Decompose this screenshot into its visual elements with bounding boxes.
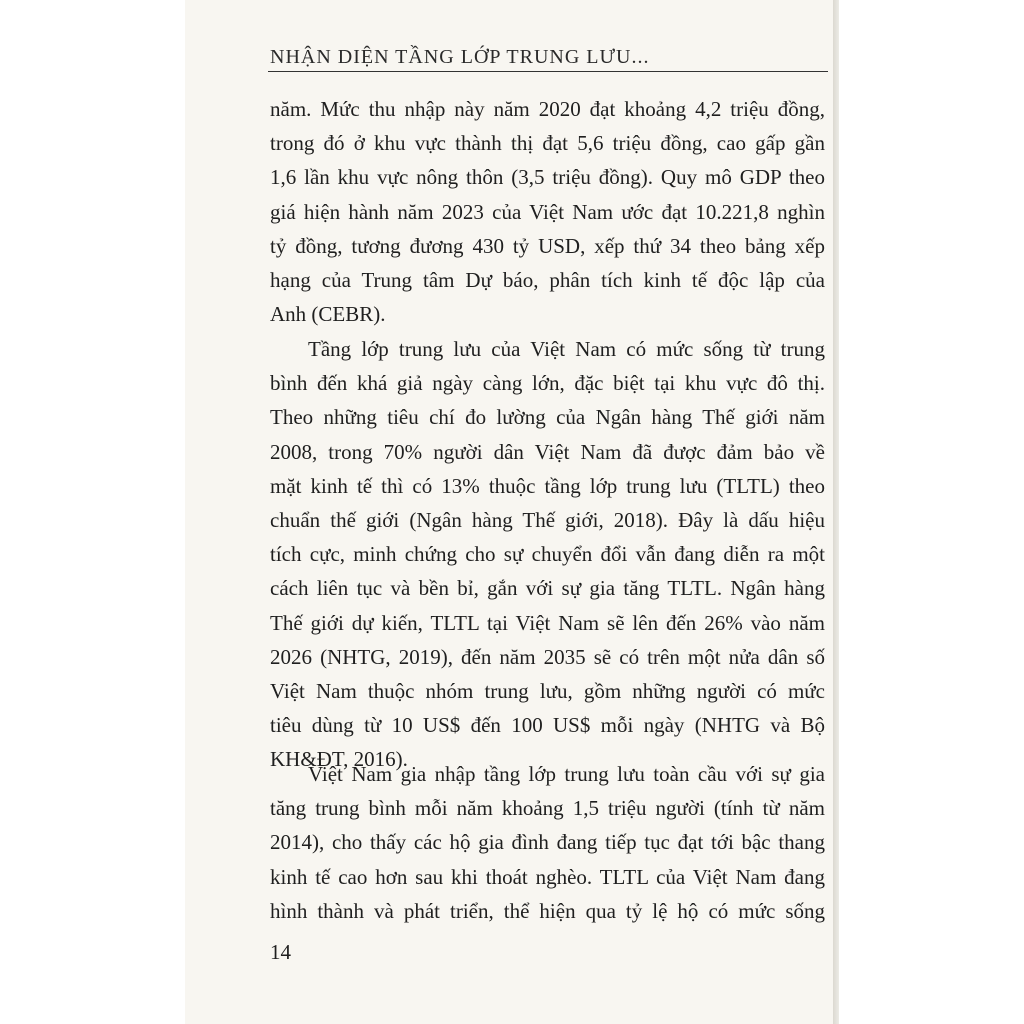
- page-edge-shadow: [833, 0, 839, 1024]
- text-line: năm. Mức thu nhập này năm 2020 đạt khoảng 4,2 triệu đồng,: [270, 97, 825, 121]
- text-line: 2014), cho thấy các hộ gia đình đang tiếp tục đạt tới bậc thang: [270, 830, 825, 855]
- text-line: kinh tế cao hơn sau khi thoát nghèo. TLTL của Việt Nam đang: [270, 864, 825, 889]
- text-line: giá hiện hành năm 2023 của Việt Nam ước đạt 10.221,8 nghìn: [270, 199, 825, 224]
- text-line: hạng của Trung tâm Dự báo, phân tích kinh tế độc lập của: [270, 268, 825, 293]
- text-line: bình đến khá giả ngày càng lớn, đặc biệt tại khu vực đô thị.: [270, 371, 825, 396]
- paragraph-3: [270, 757, 825, 928]
- text-line: tích cực, minh chứng cho sự chuyển đổi vẫn đang diễn ra một: [270, 542, 825, 567]
- text-line: Tầng lớp trung lưu của Việt Nam có mức sống từ trung: [308, 337, 825, 361]
- text-line: Anh (CEBR).: [270, 302, 386, 327]
- text-line: cách liên tục và bền bỉ, gắn với sự gia tăng TLTL. Ngân hàng: [270, 576, 825, 601]
- header-divider: [268, 71, 828, 72]
- text-line: tăng trung bình mỗi năm khoảng 1,5 triệu người (tính từ năm: [270, 796, 825, 821]
- paragraph-1: [270, 92, 825, 331]
- text-line: Việt Nam thuộc nhóm trung lưu, gồm những người có mức: [270, 679, 825, 704]
- text-line: tỷ đồng, tương đương 430 tỷ USD, xếp thứ 34 theo bảng xếp: [270, 233, 825, 258]
- text-line: Theo những tiêu chí đo lường của Ngân hàng Thế giới năm: [270, 405, 825, 430]
- text-line: trong đó ở khu vực thành thị đạt 5,6 triệu đồng, cao gấp gần: [270, 131, 825, 156]
- text-line: mặt kinh tế thì có 13% thuộc tầng lớp trung lưu (TLTL) theo: [270, 473, 825, 498]
- text-line: chuẩn thế giới (Ngân hàng Thế giới, 2018). Đây là dấu hiệu: [270, 508, 825, 533]
- text-line: 1,6 lần khu vực nông thôn (3,5 triệu đồng). Quy mô GDP theo: [270, 165, 825, 190]
- text-line: 2026 (NHTG, 2019), đến năm 2035 sẽ có trên một nửa dân số: [270, 644, 825, 669]
- text-line: hình thành và phát triển, thể hiện qua tỷ lệ hộ có mức sống: [270, 898, 825, 923]
- text-line: Thế giới dự kiến, TLTL tại Việt Nam sẽ lên đến 26% vào năm: [270, 610, 825, 635]
- text-line: Việt Nam gia nhập tầng lớp trung lưu toàn cầu với sự gia: [308, 762, 825, 786]
- text-line: tiêu dùng từ 10 US$ đến 100 US$ mỗi ngày (NHTG và Bộ: [270, 713, 825, 738]
- running-header: NHẬN DIỆN TẦNG LỚP TRUNG LƯU...: [270, 46, 650, 68]
- text-line: KH&ĐT, 2016).: [270, 747, 408, 772]
- text-line: 2008, trong 70% người dân Việt Nam đã được đảm bảo về: [270, 439, 825, 464]
- paragraph-2: [270, 332, 825, 777]
- page-number: 14: [270, 940, 291, 964]
